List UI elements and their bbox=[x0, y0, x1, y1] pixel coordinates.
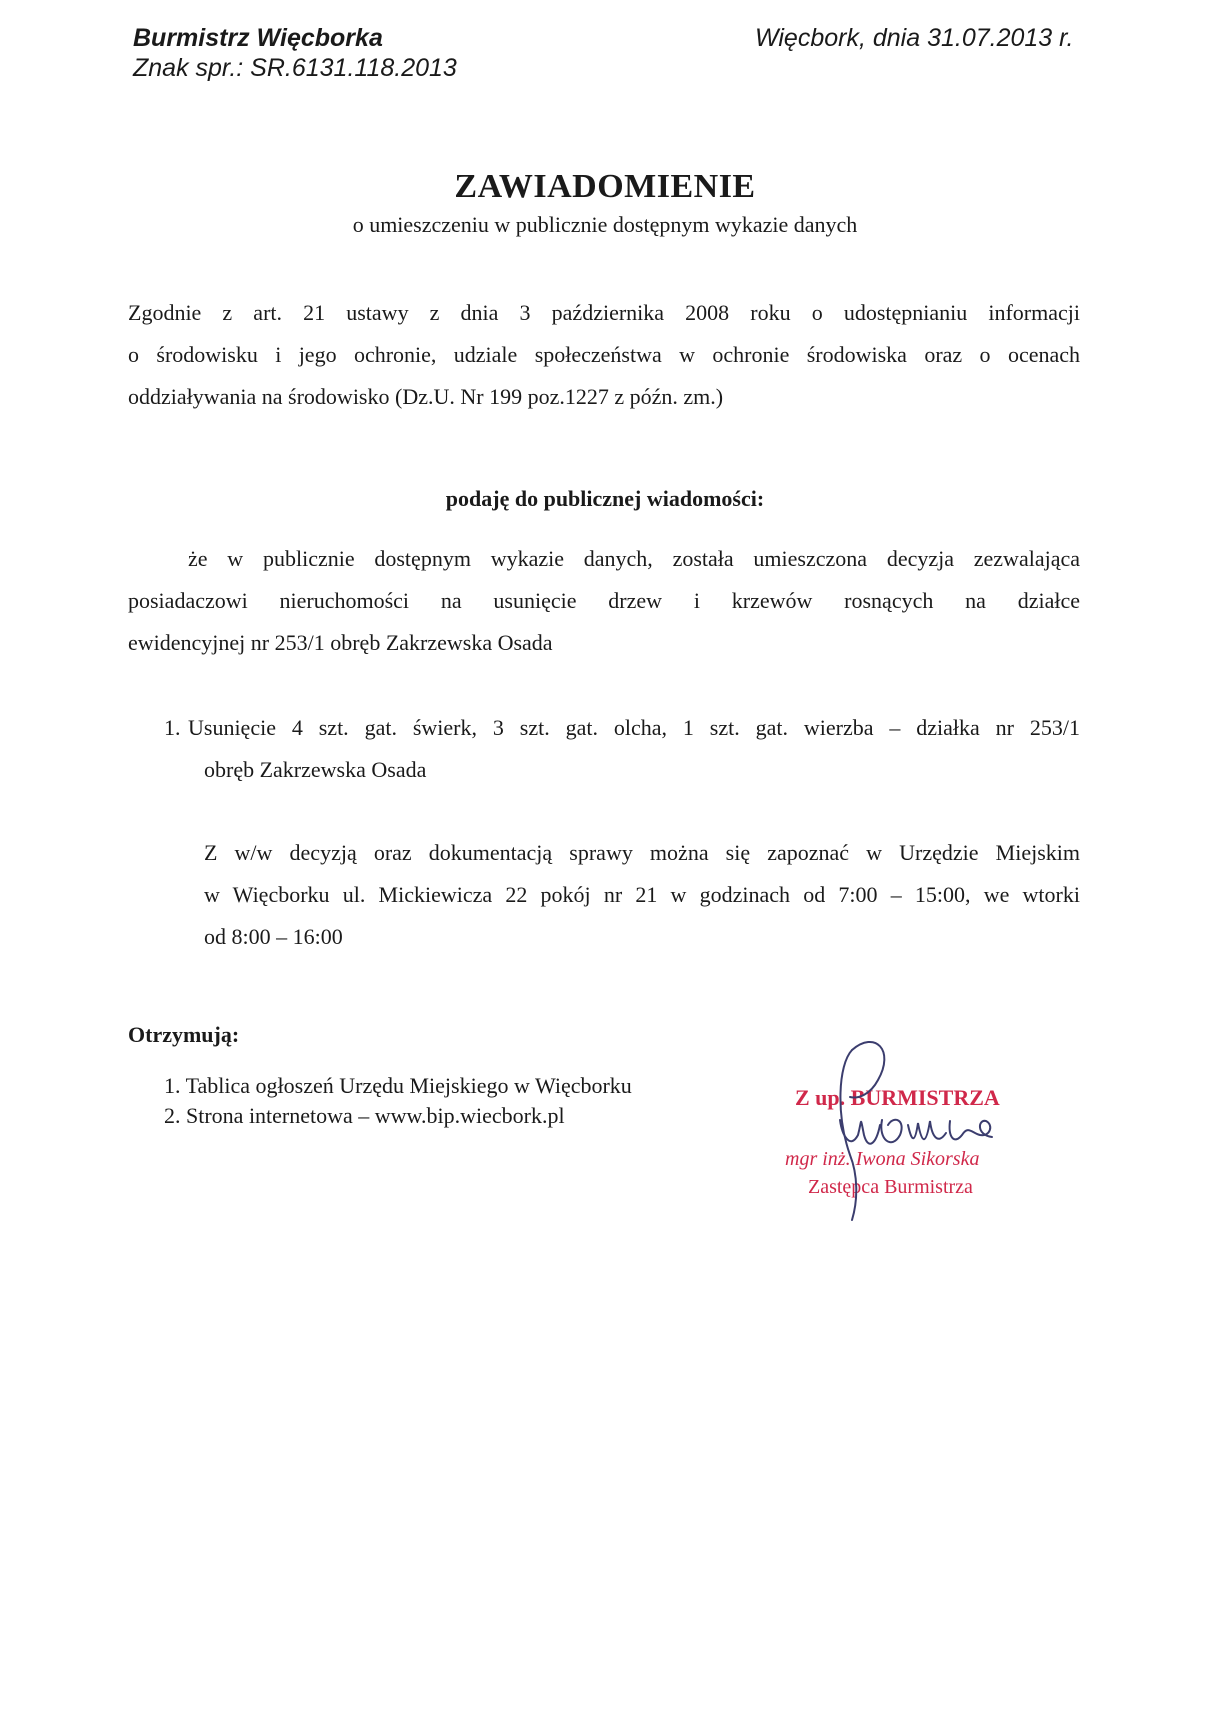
list-item-line: Usunięcie 4 szt. gat. świerk, 3 szt. gat. olcha, 1 szt. gat. wierzba – działka nr 253/1 bbox=[188, 715, 1080, 740]
recipient-item: 2. Strona internetowa – www.bip.wiecbork.pl bbox=[164, 1103, 565, 1128]
intro-line: oddziaływania na środowisko (Dz.U. Nr 199 poz.1227 z późn. zm.) bbox=[128, 384, 724, 409]
recipients-heading: Otrzymują: bbox=[128, 1022, 240, 1047]
announcement-line: posiadaczowi nieruchomości na usunięcie drzew i krzewów rosnących na działce bbox=[128, 588, 1080, 613]
announcement-line: że w publicznie dostępnym wykazie danych, została umieszczona decyzja zezwalająca bbox=[188, 546, 1080, 571]
announcement-heading: podaję do publicznej wiadomości: bbox=[445, 486, 765, 511]
stamp-line-name: mgr inż. Iwona Sikorska bbox=[785, 1148, 980, 1170]
intro-line: Zgodnie z art. 21 ustawy z dnia 3 października 2008 roku o udostępnianiu informacji bbox=[128, 300, 1080, 325]
info-line: Z w/w decyzją oraz dokumentacją sprawy można się zapoznać w Urzędzie Miejskim bbox=[204, 840, 1080, 865]
document-title: ZAWIADOMIENIE bbox=[454, 168, 756, 205]
intro-line: o środowisku i jego ochronie, udziale społeczeństwa w ochronie środowiska oraz o ocenach bbox=[128, 342, 1080, 367]
list-item-number: 1. bbox=[164, 715, 181, 740]
recipient-item: 1. Tablica ogłoszeń Urzędu Miejskiego w Więcborku bbox=[164, 1073, 632, 1098]
document-subtitle: o umieszczeniu w publicznie dostępnym wykazie danych bbox=[352, 212, 858, 237]
announcement-line: ewidencyjnej nr 253/1 obręb Zakrzewska Osada bbox=[128, 630, 553, 655]
reference-number: Znak spr.: SR.6131.118.2013 bbox=[133, 54, 457, 82]
stamp-line-position: Zastępca Burmistrza bbox=[808, 1176, 973, 1198]
signature-stamp bbox=[780, 1025, 1080, 1225]
info-line: w Więcborku ul. Mickiewicza 22 pokój nr 21 w godzinach od 7:00 – 15:00, we wtorki bbox=[204, 882, 1080, 907]
issuer: Burmistrz Więcborka bbox=[133, 24, 383, 52]
info-line: od 8:00 – 16:00 bbox=[204, 924, 343, 949]
place-date: Więcbork, dnia 31.07.2013 r. bbox=[755, 24, 1074, 52]
stamp-line-title: Z up. BURMISTRZA bbox=[795, 1085, 1000, 1110]
list-item-line: obręb Zakrzewska Osada bbox=[204, 757, 427, 782]
